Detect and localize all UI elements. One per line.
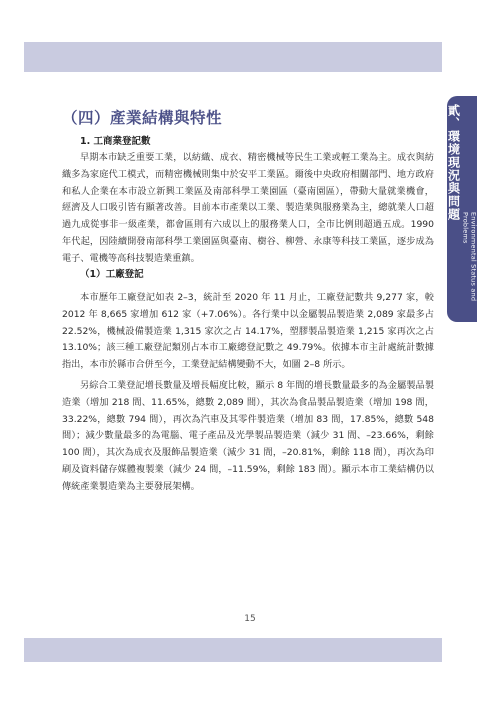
footer-band [24, 638, 442, 662]
header-band [24, 42, 442, 72]
section-title: （四）產業結構與特性 [62, 109, 223, 127]
body-paragraph-2: 本市歷年工廠登記如表 2–3，統計至 2020 年 11 月止，工廠登記數共 9,277 家，較 2012 年 8,665 家增加 612 家（+7.06%）。各行業中以金屬製品製造業 2,089 家最多占 22.52%，機械設備製造業 1,315 家次之占 14.17%，塑膠製品製造業 1,215 家再次之占 13.10%；該三種工廠登記類別占本市工廠總登記數之 49.79%。依據本市主計處統計數據指出，本市於縣市合併至今，工業登記結構變動不大，如圖 2–8 所示。 [62, 292, 434, 371]
chapter-tab-english: Environmental Status and Problems [461, 212, 478, 302]
subsection-heading: 1. 工商業登記數 [80, 136, 151, 147]
page-number: 15 [244, 614, 256, 624]
body-paragraph-3: 另綜合工業登記增長數量及增長幅度比較，顯示 8 年間的增長數量最多的為金屬製品製造業（增加 218 間、11.65%，總數 2,089 間），其次為食品製品製造業（增加 198 間，33.22%，總數 794 間），再次為汽車及其零件製造業（增加 83 間，17.85%，總數 548 間）；減少數量最多的為電腦、電子產品及光學製品製造業（減少 31 間、–23.66%，剩餘 100 間），其次為成衣及服飾品製造業（減少 31 間，–20.81%，剩餘 118 間），再次為印刷及資料儲存媒體複製業（減少 24 間，–11.59%，剩餘 183 間）。顯示本市工業結構仍以傳統產業製造業為主要發展架構。 [62, 380, 434, 492]
body-paragraph-1: 早期本市缺乏重要工業，以紡織、成衣、精密機械等民生工業或輕工業為主。成衣與紡織多為家庭代工模式，而精密機械則集中於安平工業區。爾後中央政府相關部門、地方政府和私人企業在本市設立新興工業區及南部科學工業園區（臺南園區），帶動大量就業機會，經濟及人口吸引皆有顯著改善。目前本市產業以工業、製造業與服務業為主，總就業人口超過九成從事非一級產業，都會區則有六成以上的服務業人口，全市比例則超過五成。1990 年代起，因陸續開發南部科學工業園區與臺南、樹谷、柳營、永康等科技工業區，逐步成為電子、電機等高科技製造業重鎮。 [62, 152, 434, 264]
sub-subsection-heading: （1）工廠登記 [80, 269, 144, 280]
chapter-tab-title: 貳、環境現況與問題 [446, 104, 461, 221]
chapter-side-tab [447, 96, 477, 322]
